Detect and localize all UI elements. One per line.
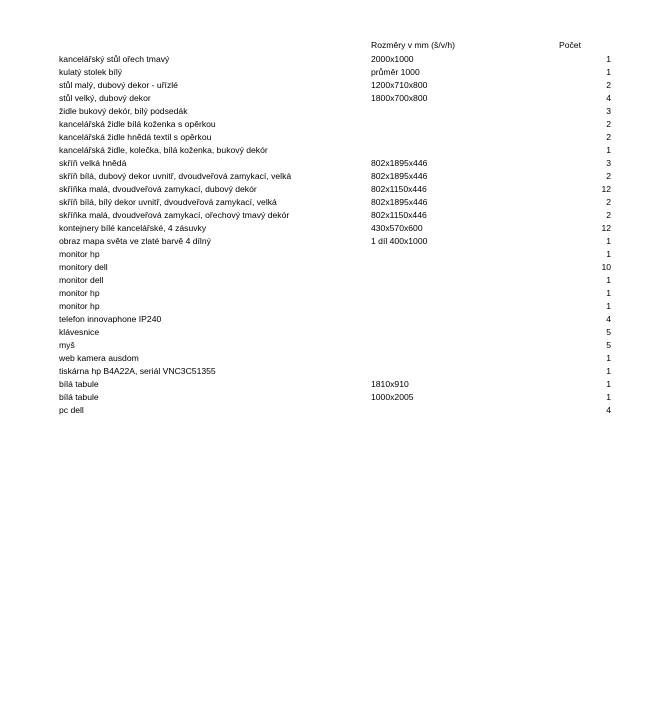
item-dimensions-cell: 802x1150x446 — [371, 210, 427, 220]
item-name-cell: skříňka malá, dvoudveřová zamykací, ořechový tmavý dekór — [59, 210, 290, 220]
item-dimensions-cell: 2000x1000 — [371, 54, 414, 64]
item-quantity-cell: 12 — [601, 223, 611, 233]
table-row — [0, 404, 662, 417]
item-quantity-cell: 2 — [606, 119, 611, 129]
table-row — [0, 183, 662, 196]
table-row — [0, 352, 662, 365]
table-row — [0, 235, 662, 248]
item-name-cell: bílá tabule — [59, 379, 99, 389]
table-row — [0, 131, 662, 144]
quantity-column-header: Počet — [559, 40, 581, 50]
item-name-cell: kancelářská židle, kolečka, bílá koženka, bukový dekór — [59, 145, 268, 155]
item-dimensions-cell: 802x1150x446 — [371, 184, 427, 194]
item-quantity-cell: 1 — [606, 379, 611, 389]
table-row — [0, 378, 662, 391]
table-row — [0, 118, 662, 131]
table-row — [0, 365, 662, 378]
item-name-cell: bílá tabule — [59, 392, 99, 402]
item-dimensions-cell: 1810x910 — [371, 379, 409, 389]
item-quantity-cell: 5 — [606, 340, 611, 350]
item-dimensions-cell: 1200x710x800 — [371, 80, 428, 90]
item-name-cell: kontejnery bílé kancelářské, 4 zásuvky — [59, 223, 207, 233]
table-row — [0, 79, 662, 92]
item-name-cell: web kamera ausdom — [59, 353, 139, 363]
item-dimensions-cell: 802x1895x446 — [371, 171, 428, 181]
item-name-cell: myš — [59, 340, 75, 350]
table-row — [0, 339, 662, 352]
item-quantity-cell: 2 — [606, 132, 611, 142]
item-name-cell: kancelářská židle bílá koženka s opěrkou — [59, 119, 216, 129]
item-quantity-cell: 1 — [606, 366, 611, 376]
item-name-cell: skříň velká hnědá — [59, 158, 127, 168]
table-row — [0, 222, 662, 235]
item-name-cell: skříň bílá, dubový dekor uvnitř, dvoudveřová zamykací, velká — [59, 171, 292, 181]
item-name-cell: skříň bílá, bílý dekor uvnitř, dvoudveřová zamykací, velká — [59, 197, 277, 207]
table-row — [0, 170, 662, 183]
table-header — [0, 40, 662, 53]
item-quantity-cell: 10 — [601, 262, 611, 272]
table-row — [0, 105, 662, 118]
item-name-cell: židle bukový dekór, bílý podsedák — [59, 106, 188, 116]
item-dimensions-cell: 1800x700x800 — [371, 93, 428, 103]
item-quantity-cell: 4 — [606, 405, 611, 415]
table-row — [0, 391, 662, 404]
item-name-cell: obraz mapa světa ve zlaté barvě 4 dílný — [59, 236, 211, 246]
item-quantity-cell: 2 — [606, 80, 611, 90]
item-name-cell: kancelářská židle hnědá textil s opěrkou — [59, 132, 212, 142]
item-dimensions-cell: 802x1895x446 — [371, 158, 428, 168]
item-name-cell: monitor dell — [59, 275, 104, 285]
item-quantity-cell: 1 — [606, 301, 611, 311]
table-row — [0, 313, 662, 326]
table-row — [0, 144, 662, 157]
item-quantity-cell: 3 — [606, 158, 611, 168]
item-quantity-cell: 1 — [606, 288, 611, 298]
item-quantity-cell: 1 — [606, 353, 611, 363]
item-quantity-cell: 12 — [601, 184, 611, 194]
table-row — [0, 209, 662, 222]
item-name-cell: monitor hp — [59, 301, 100, 311]
dimensions-column-header: Rozměry v mm (š/v/h) — [371, 40, 456, 50]
item-dimensions-cell: průměr 1000 — [371, 67, 420, 77]
table-row — [0, 261, 662, 274]
table-row — [0, 92, 662, 105]
item-name-cell: kulatý stolek bílý — [59, 67, 123, 77]
item-dimensions-cell: 1000x2005 — [371, 392, 414, 402]
item-dimensions-cell: 802x1895x446 — [371, 197, 428, 207]
item-name-cell: skříňka malá, dvoudveřová zamykací, dubový dekór — [59, 184, 257, 194]
item-quantity-cell: 2 — [606, 197, 611, 207]
table-row — [0, 300, 662, 313]
table-row — [0, 274, 662, 287]
item-quantity-cell: 1 — [606, 67, 611, 77]
item-name-cell: telefon innovaphone IP240 — [59, 314, 162, 324]
table-row — [0, 287, 662, 300]
item-quantity-cell: 1 — [606, 249, 611, 259]
item-quantity-cell: 1 — [606, 236, 611, 246]
item-name-cell: kancelářský stůl ořech tmavý — [59, 54, 170, 64]
item-dimensions-cell: 1 díl 400x1000 — [371, 236, 428, 246]
item-quantity-cell: 2 — [606, 171, 611, 181]
item-name-cell: stůl malý, dubový dekor - uřízlé — [59, 80, 178, 90]
item-name-cell: pc dell — [59, 405, 84, 415]
table-row — [0, 248, 662, 261]
table-row — [0, 53, 662, 66]
item-name-cell: stůl velký, dubový dekor — [59, 93, 151, 103]
item-quantity-cell: 1 — [606, 392, 611, 402]
inventory-table — [0, 53, 662, 417]
item-name-cell: monitory dell — [59, 262, 108, 272]
table-row — [0, 66, 662, 79]
item-quantity-cell: 4 — [606, 93, 611, 103]
item-quantity-cell: 5 — [606, 327, 611, 337]
item-quantity-cell: 1 — [606, 275, 611, 285]
item-quantity-cell: 1 — [606, 54, 611, 64]
table-row — [0, 157, 662, 170]
item-name-cell: tiskárna hp B4A22A, seriál VNC3C51355 — [59, 366, 216, 376]
item-quantity-cell: 3 — [606, 106, 611, 116]
item-quantity-cell: 1 — [606, 145, 611, 155]
table-row — [0, 326, 662, 339]
item-name-cell: klávesnice — [59, 327, 100, 337]
table-row — [0, 196, 662, 209]
item-quantity-cell: 2 — [606, 210, 611, 220]
item-name-cell: monitor hp — [59, 249, 100, 259]
item-name-cell: monitor hp — [59, 288, 100, 298]
item-dimensions-cell: 430x570x600 — [371, 223, 423, 233]
item-quantity-cell: 4 — [606, 314, 611, 324]
